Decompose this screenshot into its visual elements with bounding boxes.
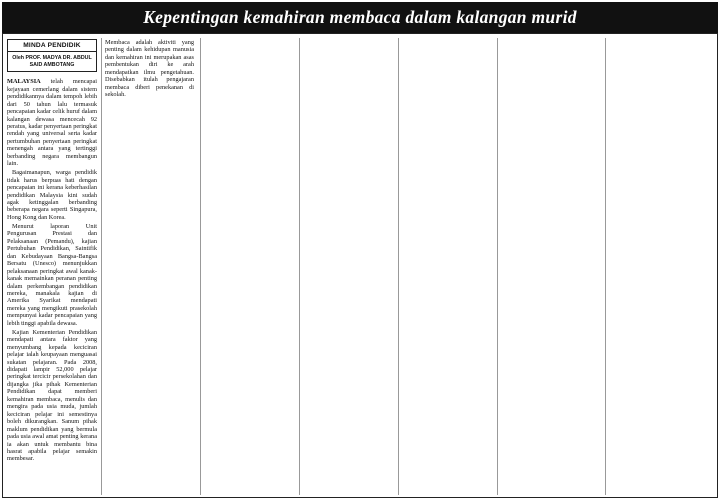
byline-box	[7, 39, 97, 72]
column-divider	[605, 38, 606, 495]
column-6	[501, 39, 600, 495]
lead-word: MALAYSIA	[7, 78, 41, 86]
author-name: Oleh PROF. MADYA DR. ABDUL SAID AMBOTANG	[12, 55, 92, 68]
column-5	[402, 39, 492, 495]
column-label: MINDA PENDIDIK	[8, 40, 96, 52]
paragraph-1: MALAYSIA telah mencapai kejayaan cemerlang dalam sistem pendidikannya dalam tempoh lebih dari 50 tahun lalu termasuk pencapaian kadar celik huruf dalam kalangan dewasa mencecah 92 peratus, kadar penyertaan peringkat rendah yang universal serta kadar pertumbuhan penyertaan peringkat menengah antara yang tertinggi berbanding negara membangun lain.	[7, 78, 97, 168]
article-title: Kepentingan kemahiran membaca dalam kalangan murid	[143, 7, 577, 27]
headline-banner	[2, 2, 718, 33]
column-2	[105, 39, 194, 495]
column-divider	[497, 38, 498, 495]
column-7	[609, 39, 711, 495]
column-1	[7, 39, 97, 495]
paragraph-4: Kajian Kementerian Pendidikan mendapati antara faktor yang menyumbang kepada keciciran pelajar ialah keupayaan menguasai sukatan pelajaran. Pada 2008, didapati lampir 52,000 pelajar peringkat tercicir persekolahan dan dijangka jika pihak Kementerian Pendidikan dapat memberi kemahiran membaca, menulis dan mengira pada usia muda, jumlah keciciran pelajar ini semestinya boleh dikurangkan. Sanum pihak maklum pendidikan yang bermula pada usia awal amat penting kerana ia akan untuk membantu bina hasrat apabila pelajar semakin membesar.	[7, 328, 97, 463]
paragraph-2: Bagaimanapun, warga pendidik tidak harus berpuas hati dengan pencapaian ini kerana keberhasilan pendidikan Malaysia kini sudah agak ketinggalan berbanding beberapa negara seperti Singapura, Hong Kong dan Korea.	[7, 169, 97, 221]
column-4	[303, 39, 393, 495]
column-divider	[398, 38, 399, 495]
column-divider	[101, 38, 102, 495]
paragraph-3: Menurut laporan Unit Pengurusan Prestasi dan Pelaksanaan (Pemandu), kajian Pertubuhan Pendidikan, Saintifik dan Kebudayaan Bangsa-Bangsa Bersatu (Unesco) menunjukkan pelaksanaan peringkat awal kanak-kanak memainkan peranan penting dalam perkembangan pendidikan mereka, manakala kajian di Amerika Syarikat mendapati mereka yang mengikuti prasekolah mempunyai kadar pencapaian yang lebih tinggi apabila dewasa.	[7, 222, 97, 327]
paragraph-5: Membaca adalah aktiviti yang penting dalam kehidupan manusia dan kemahiran ini merupakan asas pembentukan diri ke arah mendapatkan ilmu pengetahuan. Disebabkan itulah pengajaran membaca diberi penekanan di sekolah.	[105, 39, 194, 99]
column-divider	[299, 38, 300, 495]
column-divider	[200, 38, 201, 495]
column-3	[204, 39, 294, 495]
